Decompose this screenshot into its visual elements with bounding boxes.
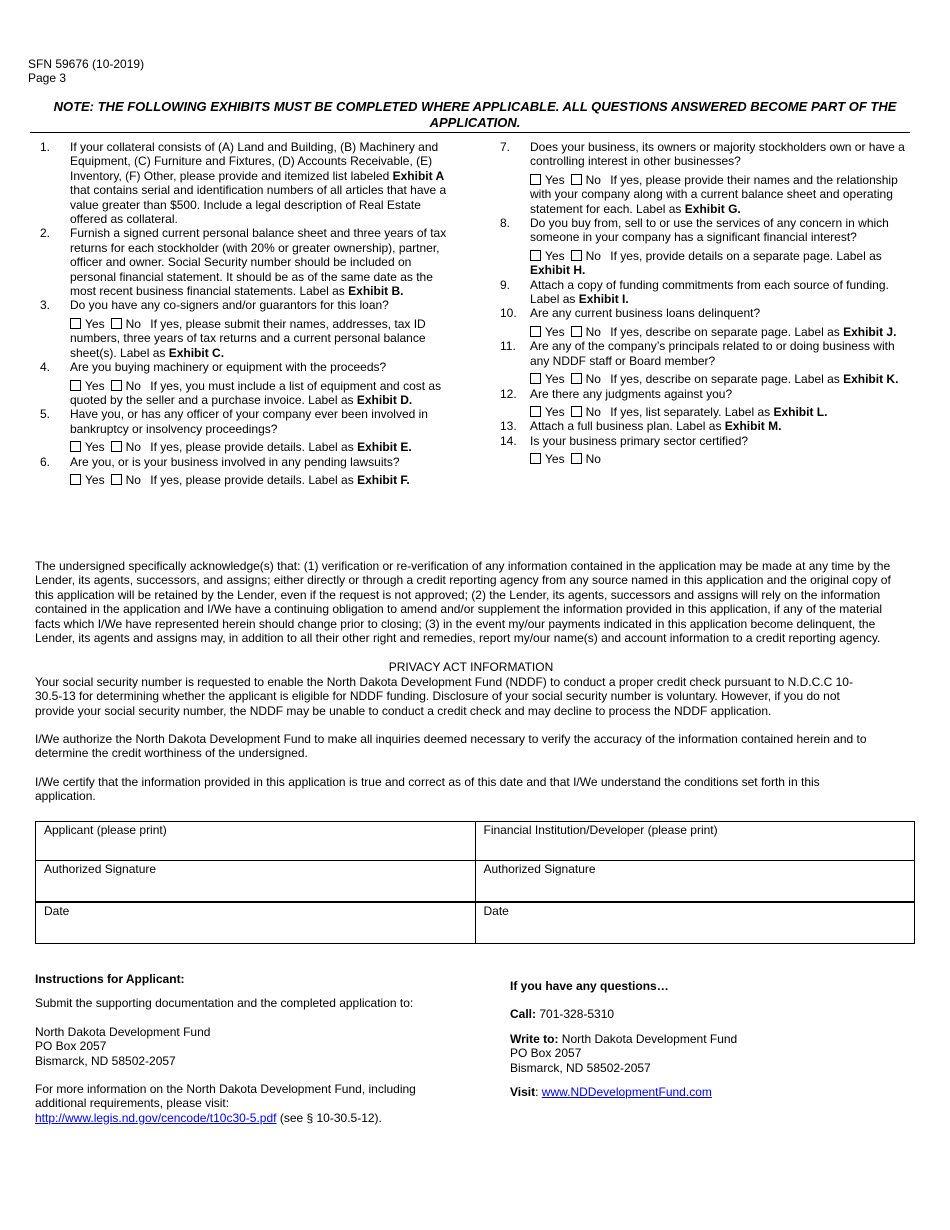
question-13: 13. Attach a full business plan. Label as Exhibit M. [500, 419, 782, 434]
exhibits-note: NOTE: THE FOLLOWING EXHIBITS MUST BE COMPLETED WHERE APPLICABLE. ALL QUESTIONS ANSWERED BECOME PART OF THE APPLICATION. [53, 99, 897, 130]
exhibit-label: Exhibit F. [357, 472, 410, 487]
date-label: Date [44, 904, 70, 918]
statute-link[interactable]: http://www.legis.nd.gov/cencode/t10c30-5.pdf [35, 1110, 277, 1125]
phone-number: 701-328-5310 [536, 1007, 615, 1022]
page-number: Page 3 [28, 71, 67, 85]
no-checkbox[interactable] [111, 318, 122, 329]
exhibit-label: Exhibit K. [843, 372, 899, 387]
exhibit-label: Exhibit C. [168, 345, 225, 360]
more-info-text: For more information on the North Dakota Development Fund, including additional requirements, please visit: [35, 1082, 416, 1111]
question-1: 1. If your collateral consists of (A) Land and Building, (B) Machinery and Equipment, (C) Furniture and Fixtures, (D) Accounts Receivable, (E) Inventory, (F) Other, please provide and itemized list labeled Exhibit A that contains serial and identification numbers of all articles that have a value greater than $500. Include a legal description of Real Estate offered as collateral. [40, 140, 447, 227]
signature-table [35, 821, 915, 944]
yes-checkbox[interactable] [70, 318, 81, 329]
question-11: 11. Are any of the company’s principals related to or doing business with any NDDF staff or Board member? Yes No If yes, describe on separate page. Label as Exhibit K. [500, 339, 899, 387]
form-header [28, 57, 144, 85]
address-line-3: Bismarck, ND 58502-2057 [35, 1053, 176, 1068]
questions-left-column [40, 140, 450, 487]
applicant-label: Applicant (please print) [44, 823, 167, 837]
exhibit-label: Exhibit G. [684, 201, 741, 216]
yes-checkbox[interactable] [530, 453, 541, 464]
contact-section: If you have any questions… Call: 701-328-5310 Write to: North Dakota Development Fund PO Box 2057 Bismarck, ND 58502-2057 Visit: www.NDDevelopmentFund.com [510, 979, 910, 1099]
exhibit-label: Exhibit M. [724, 419, 782, 434]
address-line-2: PO Box 2057 [35, 1039, 107, 1054]
question-9: 9. Attach a copy of funding commitments from each source of funding. Label as Exhibit I. [500, 277, 889, 307]
institution-field[interactable] [475, 822, 915, 861]
applicant-field[interactable] [36, 822, 476, 861]
divider [30, 132, 910, 133]
signature-label: Authorized Signature [483, 862, 596, 876]
signature-label: Authorized Signature [44, 862, 157, 876]
authorize-text: I/We authorize the North Dakota Development Fund to make all inquiries deemed necessary to verify the accuracy of the information contained herein and to determine the credit worthiness of the undersigned. [35, 732, 867, 761]
exhibit-label: Exhibit D. [356, 392, 413, 407]
exhibit-label: Exhibit A [392, 168, 445, 183]
yes-checkbox[interactable] [530, 406, 541, 417]
no-checkbox[interactable] [571, 373, 582, 384]
exhibit-label: Exhibit J. [843, 324, 897, 339]
yes-checkbox[interactable] [530, 326, 541, 337]
no-checkbox[interactable] [571, 406, 582, 417]
instructions-section: Instructions for Applicant: Submit the supporting documentation and the completed application to: North Dakota Development Fund PO Box 2057 Bismarck, ND 58502-2057 For more information on the North Dakota Development Fund, including additional requirements, please visit: http://www.legis.nd.gov/cencode/t10c30-5.pdf (see § 10-30.5-12). [35, 972, 465, 1125]
form-id: SFN 59676 (10-2019) [28, 57, 145, 71]
no-checkbox[interactable] [111, 380, 122, 391]
privacy-text: Your social security number is requested to enable the North Dakota Development Fund (NDDF) to conduct a proper credit check pursuant to N.D.C.C 10-30.5-13 for determining whether the applicant is eligible for NDDF funding. Disclosure of your social security number is voluntary. However, if you do not provide your social security number, the NDDF may be unable to conduct a credit check and may decline to process the NDDF application. [35, 675, 853, 718]
question-10: 10. Are any current business loans delinquent? Yes No If yes, describe on separate page. Label as Exhibit J. [500, 306, 897, 339]
institution-signature-field[interactable] [475, 861, 915, 903]
no-checkbox[interactable] [571, 250, 582, 261]
yes-checkbox[interactable] [530, 373, 541, 384]
address-line-1: North Dakota Development Fund [35, 1024, 211, 1039]
question-5: 5. Have you, or has any officer of your company ever been involved in bankruptcy or insolvency proceedings? Yes No If yes, please provide details. Label as Exhibit E. [40, 407, 428, 455]
yes-checkbox[interactable] [530, 174, 541, 185]
no-checkbox[interactable] [571, 326, 582, 337]
no-checkbox[interactable] [571, 174, 582, 185]
applicant-signature-field[interactable] [36, 861, 476, 903]
question-6: 6. Are you, or is your business involved in any pending lawsuits? Yes No If yes, please provide details. Label as Exhibit F. [40, 454, 410, 487]
submit-text: Submit the supporting documentation and the completed application to: [35, 996, 414, 1011]
question-7: 7. Does your business, its owners or majority stockholders own or have a controlling interest in other businesses? Yes No If yes, please provide their names and the relationship with your company along with a current balance sheet and operating statement for each. Label as Exhibit G. [500, 140, 905, 216]
no-checkbox[interactable] [571, 453, 582, 464]
yes-checkbox[interactable] [70, 380, 81, 391]
question-14: 14. Is your business primary sector certified? Yes No [500, 433, 749, 467]
exhibit-label: Exhibit H. [530, 263, 586, 278]
exhibit-label: Exhibit I. [578, 292, 629, 307]
no-checkbox[interactable] [111, 474, 122, 485]
institution-date-field[interactable] [475, 902, 915, 944]
applicant-date-field[interactable] [36, 902, 476, 944]
question-4: 4. Are you buying machinery or equipment with the proceeds? Yes No If yes, you must include a list of equipment and cost as quoted by the seller and a purchase invoice. Label as Exhibit D. [40, 360, 442, 407]
exhibit-label: Exhibit L. [773, 404, 828, 419]
certify-text: I/We certify that the information provided in this application is true and correct as of this date and that I/We understand the conditions set forth in this application. [35, 775, 820, 804]
website-link[interactable]: www.NDDevelopmentFund.com [541, 1085, 712, 1100]
exhibit-label: Exhibit E. [357, 440, 412, 455]
yes-checkbox[interactable] [70, 474, 81, 485]
yes-checkbox[interactable] [530, 250, 541, 261]
question-3: 3. Do you have any co-signers and/or guarantors for this loan? Yes No If yes, please submit their names, addresses, tax ID numbers, three years of tax returns and a current personal balance sheet(s). Label as Exhibit C. [40, 298, 426, 360]
question-8: 8. Do you buy from, sell to or use the services of any concern in which someone in your company has a significant financial interest? Yes No If yes, provide details on a separate page. Label as Exhibit H. [500, 216, 889, 278]
no-checkbox[interactable] [111, 441, 122, 452]
contact-title: If you have any questions… [510, 979, 669, 993]
question-2: 2. Furnish a signed current personal balance sheet and three years of tax returns for each stockholder (with 20% or greater ownership), partner, officer and owner. Social Security number should be included on personal financial statement. It should be as of the same date as the most recent business financial statements. Label as Exhibit B. [40, 226, 447, 299]
acknowledgment-text: The undersigned specifically acknowledge(s) that: (1) verification or re-verification of any information contained in the application may be made at any time by the Lender, its agents, successors, and assigns; either directly or through a credit reporting agency from any source named in this application and the original copy of this application will be retained by the Lender, even if the request is not approved; (2) the Lender, its agents, successors and assigns will rely on the information contained in the application and I/We have a continuing obligation to amend and/or supplement the information provided in this application, if any of the material facts which I/We have represented herein should change prior to closing; (3) in the event my/our payments indicated in this application become delinquent, the Lender, its agents and assigns may, in addition to all their other right and remedies, report my/our name(s) and account information to a credit reporting agency. [35, 559, 891, 646]
date-label: Date [483, 904, 509, 918]
privacy-title: PRIVACY ACT INFORMATION [388, 660, 554, 674]
institution-label: Financial Institution/Developer (please print) [483, 823, 718, 837]
question-12: 12. Are there any judgments against you? Yes No If yes, list separately. Label as Exhibit L. [500, 386, 828, 419]
questions-right-column [500, 140, 910, 467]
instructions-title: Instructions for Applicant: [35, 972, 185, 986]
exhibit-label: Exhibit B. [348, 284, 404, 299]
yes-checkbox[interactable] [70, 441, 81, 452]
